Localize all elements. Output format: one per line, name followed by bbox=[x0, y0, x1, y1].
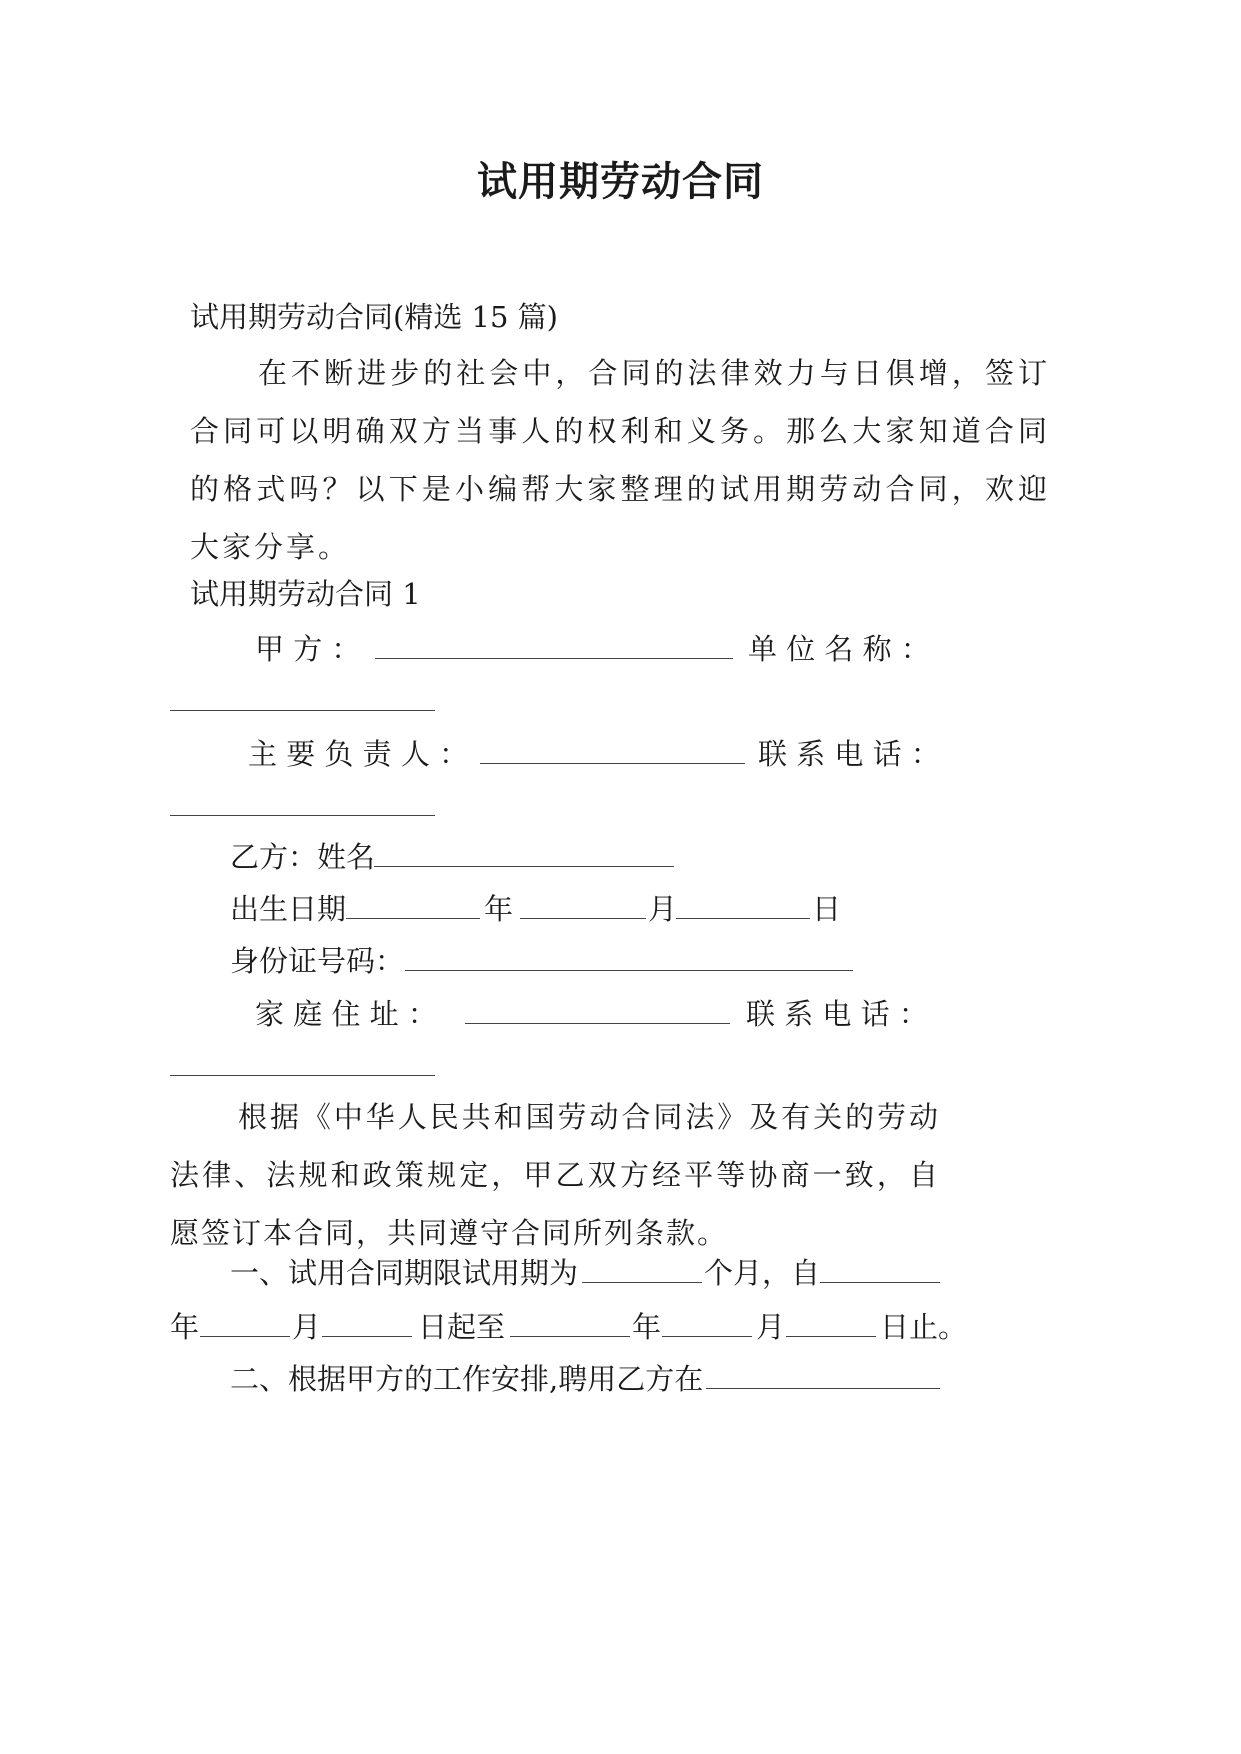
home-address-label: 家 庭 住 址 ： bbox=[255, 997, 437, 1031]
party-a-field bbox=[375, 620, 733, 678]
document-subtitle: 试用期劳动合同(精选 15 篇) bbox=[190, 300, 558, 334]
birth-day-field bbox=[676, 880, 810, 938]
clause1-year-label-1: 年 bbox=[170, 1310, 200, 1344]
document-title: 试用期劳动合同 bbox=[477, 158, 764, 205]
party-b-name-field bbox=[374, 828, 674, 886]
birth-day-label: 日 bbox=[812, 892, 842, 926]
clause1-months-field bbox=[582, 1244, 702, 1302]
birth-label: 出生日期 bbox=[230, 892, 347, 926]
clause1-end-day-field bbox=[786, 1298, 876, 1356]
clause1-month-label-2: 月 bbox=[756, 1310, 786, 1344]
clause1-start-month-field bbox=[200, 1298, 290, 1356]
clause1-prefix: 一、试用合同期限试用期为 bbox=[230, 1256, 579, 1290]
birth-year-label: 年 bbox=[484, 892, 514, 926]
phone-field-b bbox=[170, 1037, 435, 1095]
clause1-start-day-field bbox=[322, 1298, 412, 1356]
section-title: 试用期劳动合同 1 bbox=[190, 577, 421, 611]
intro-paragraph: 在不断进步的社会中，合同的法律效力与日俱增，签订合同可以明确双方当事人的权利和义务。那么大家知道合同的格式吗？以下是小编帮大家整理的试用期劳动合同，欢迎大家分享。 bbox=[190, 356, 1050, 564]
unit-name-field bbox=[170, 672, 435, 730]
clause2-field bbox=[706, 1350, 940, 1408]
clause1-end-year-field bbox=[510, 1298, 630, 1356]
principal-label: 主 要 负 责 人 ： bbox=[248, 737, 469, 771]
birth-year-field bbox=[346, 880, 480, 938]
id-field bbox=[405, 932, 853, 990]
birth-month-label: 月 bbox=[648, 892, 678, 926]
home-address-field bbox=[465, 985, 730, 1043]
clause1-mid: 个月，自 bbox=[704, 1256, 821, 1290]
phone-label-a: 联 系 电 话 ： bbox=[758, 737, 940, 771]
basis-paragraph: 根据《中华人民共和国劳动合同法》及有关的劳动法律、法规和政策规定，甲乙双方经平等协商一致，自愿签订本合同，共同遵守合同所列条款。 bbox=[170, 1100, 940, 1250]
clause1-start-year-field bbox=[820, 1244, 940, 1302]
clause1-month-label-1: 月 bbox=[292, 1310, 322, 1344]
party-a-label: 甲 方 ： bbox=[255, 632, 361, 666]
phone-label-b: 联 系 电 话 ： bbox=[746, 997, 928, 1031]
party-b-name-label: 乙方：姓名 bbox=[230, 840, 376, 874]
unit-name-label: 单 位 名 称 ： bbox=[748, 632, 930, 666]
clause1-year-label-2: 年 bbox=[632, 1310, 662, 1344]
birth-month-field bbox=[520, 880, 646, 938]
clause1-start-label: 日起至 bbox=[418, 1310, 506, 1344]
id-label: 身份证号码： bbox=[230, 944, 405, 978]
principal-field bbox=[480, 725, 745, 783]
phone-field-a bbox=[170, 777, 435, 835]
clause1-end-label: 日止。 bbox=[880, 1310, 968, 1344]
clause1-end-month-field bbox=[662, 1298, 752, 1356]
clause2-text: 二、根据甲方的工作安排,聘用乙方在 bbox=[230, 1362, 704, 1396]
